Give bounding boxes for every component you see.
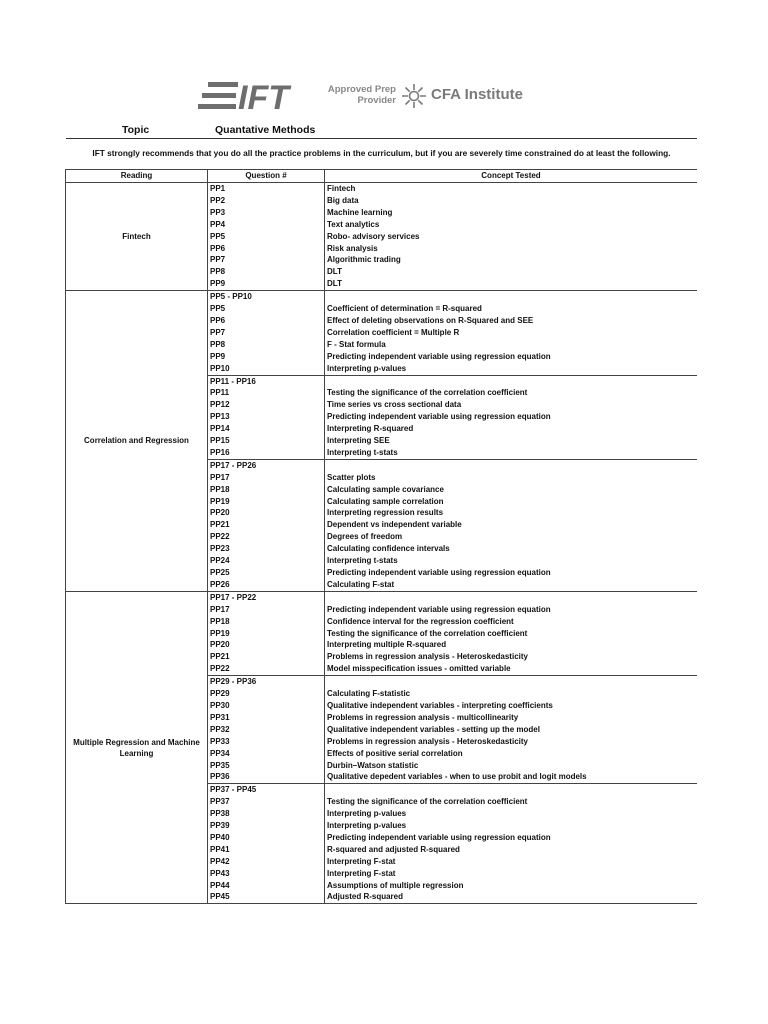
concept-tested: Effect of deleting observations on R-Squared and SEE [325, 315, 698, 327]
concept-tested: Predicting independent variable using regression equation [325, 567, 698, 579]
question-number: PP3 [208, 207, 325, 219]
concept-tested: Interpreting p-values [325, 808, 698, 820]
concept-tested: F - Stat formula [325, 339, 698, 351]
concept-tested: Machine learning [325, 207, 698, 219]
question-number: PP8 [208, 339, 325, 351]
question-number: PP1 [208, 183, 325, 195]
header-concept: Concept Tested [325, 170, 698, 183]
concept-tested: Algorithmic trading [325, 254, 698, 266]
cfa-seal-icon [400, 82, 428, 110]
question-number: PP17 [208, 472, 325, 484]
question-number: PP31 [208, 712, 325, 724]
concept-tested: Interpreting SEE [325, 435, 698, 447]
cfa-institute-text: CFA Institute [431, 86, 523, 103]
concept-tested: Time series vs cross sectional data [325, 399, 698, 411]
question-number: PP29 [208, 688, 325, 700]
concept-tested: Interpreting regression results [325, 507, 698, 519]
question-number: PP22 [208, 531, 325, 543]
concept-tested: Model misspecification issues - omitted variable [325, 663, 698, 675]
table-row [66, 183, 698, 195]
reading-name: Fintech [66, 183, 208, 291]
question-number: PP39 [208, 820, 325, 832]
question-number: PP45 [208, 891, 325, 903]
concept-tested: Calculating sample covariance [325, 484, 698, 496]
approved-line-2: Provider [357, 95, 396, 106]
concept-tested: Confidence interval for the regression coefficient [325, 616, 698, 628]
concept-tested: Interpreting F-stat [325, 868, 698, 880]
question-number: PP17 - PP22 [208, 591, 325, 603]
concept-tested: Qualitative independent variables - setting up the model [325, 724, 698, 736]
concept-tested: Robo- advisory services [325, 231, 698, 243]
question-number: PP21 [208, 651, 325, 663]
question-number: PP5 [208, 231, 325, 243]
question-number: PP17 - PP26 [208, 459, 325, 471]
question-number: PP6 [208, 243, 325, 255]
question-number: PP18 [208, 484, 325, 496]
ift-cfa-logo [198, 80, 528, 114]
concept-tested: DLT [325, 266, 698, 278]
question-number: PP37 - PP45 [208, 784, 325, 796]
question-number: PP42 [208, 856, 325, 868]
topic-row [66, 124, 697, 139]
concept-tested: Coefficient of determination = R-squared [325, 303, 698, 315]
question-number: PP30 [208, 700, 325, 712]
question-number: PP8 [208, 266, 325, 278]
concept-tested: Predicting independent variable using regression equation [325, 351, 698, 363]
concept-tested [325, 375, 698, 387]
question-number: PP23 [208, 543, 325, 555]
question-number: PP18 [208, 616, 325, 628]
concept-tested [325, 291, 698, 303]
concept-tested: Text analytics [325, 219, 698, 231]
approved-line-1: Approved Prep [327, 84, 396, 95]
concept-tested: Calculating F-stat [325, 579, 698, 591]
concept-tested: Correlation coefficient = Multiple R [325, 327, 698, 339]
question-number: PP7 [208, 327, 325, 339]
question-number: PP12 [208, 399, 325, 411]
question-number: PP5 [208, 303, 325, 315]
concept-tested: Effects of positive serial correlation [325, 748, 698, 760]
question-number: PP35 [208, 760, 325, 772]
reading-name: Correlation and Regression [66, 291, 208, 592]
concept-tested: Interpreting p-values [325, 363, 698, 375]
question-number: PP22 [208, 663, 325, 675]
question-number: PP2 [208, 195, 325, 207]
question-number: PP26 [208, 579, 325, 591]
concept-tested: Degrees of freedom [325, 531, 698, 543]
concept-tested [325, 784, 698, 796]
concept-tested: Qualitative depedent variables - when to use probit and logit models [325, 771, 698, 783]
question-number: PP44 [208, 880, 325, 892]
question-number: PP15 [208, 435, 325, 447]
table-row [66, 591, 698, 603]
concept-tested: R-squared and adjusted R-squared [325, 844, 698, 856]
recommendation-note: IFT strongly recommends that you do all the practice problems in the curriculum, but if you are severely time constrained do at least the following. [92, 148, 671, 158]
concept-tested: Durbin–Watson statistic [325, 760, 698, 772]
question-number: PP6 [208, 315, 325, 327]
question-number: PP32 [208, 724, 325, 736]
header-question: Question # [208, 170, 325, 183]
concept-tested: Calculating confidence intervals [325, 543, 698, 555]
concept-tested: Interpreting R-squared [325, 423, 698, 435]
question-number: PP9 [208, 278, 325, 290]
concept-tested: DLT [325, 278, 698, 290]
question-number: PP13 [208, 411, 325, 423]
concept-tested: Testing the significance of the correlation coefficient [325, 628, 698, 640]
question-number: PP14 [208, 423, 325, 435]
concept-tested: Dependent vs independent variable [325, 519, 698, 531]
concept-tested: Scatter plots [325, 472, 698, 484]
table-body [66, 183, 698, 904]
question-number: PP19 [208, 496, 325, 508]
question-number: PP38 [208, 808, 325, 820]
concept-tested: Predicting independent variable using regression equation [325, 832, 698, 844]
ift-logo-icon [198, 80, 318, 112]
question-number: PP24 [208, 555, 325, 567]
question-number: PP11 - PP16 [208, 375, 325, 387]
concept-tested: Problems in regression analysis - multicollinearity [325, 712, 698, 724]
question-number: PP11 [208, 387, 325, 399]
concept-tested: Calculating F-statistic [325, 688, 698, 700]
question-number: PP37 [208, 796, 325, 808]
reading-name: Multiple Regression and Machine Learning [66, 591, 208, 904]
question-number: PP21 [208, 519, 325, 531]
concept-tested: Interpreting F-stat [325, 856, 698, 868]
practice-problems-table-wrap [65, 169, 697, 945]
question-number: PP17 [208, 604, 325, 616]
question-number: PP34 [208, 748, 325, 760]
table-header-row [66, 170, 698, 183]
concept-tested: Calculating sample correlation [325, 496, 698, 508]
question-number: PP4 [208, 219, 325, 231]
concept-tested: Interpreting t-stats [325, 555, 698, 567]
question-number: PP19 [208, 628, 325, 640]
question-number: PP41 [208, 844, 325, 856]
approved-provider-text [326, 84, 396, 106]
concept-tested: Fintech [325, 183, 698, 195]
concept-tested: Interpreting multiple R-squared [325, 639, 698, 651]
topic-label: Topic [122, 124, 150, 136]
question-number: PP40 [208, 832, 325, 844]
concept-tested: Predicting independent variable using regression equation [325, 411, 698, 423]
concept-tested: Adjusted R-squared [325, 891, 698, 903]
question-number: PP29 - PP36 [208, 676, 325, 688]
question-number: PP10 [208, 363, 325, 375]
concept-tested: Big data [325, 195, 698, 207]
header-reading: Reading [66, 170, 208, 183]
question-number: PP20 [208, 639, 325, 651]
concept-tested [325, 676, 698, 688]
concept-tested [325, 459, 698, 471]
concept-tested: Qualitative independent variables - interpreting coefficients [325, 700, 698, 712]
question-number: PP20 [208, 507, 325, 519]
practice-problems-table [65, 169, 697, 904]
ift-logo-text: IFT [238, 80, 289, 112]
concept-tested: Testing the significance of the correlation coefficient [325, 387, 698, 399]
question-number: PP25 [208, 567, 325, 579]
concept-tested [325, 591, 698, 603]
question-number: PP16 [208, 447, 325, 459]
topic-value: Quantative Methods [215, 124, 316, 136]
table-row [66, 291, 698, 303]
question-number: PP33 [208, 736, 325, 748]
question-number: PP5 - PP10 [208, 291, 325, 303]
question-number: PP43 [208, 868, 325, 880]
concept-tested: Problems in regression analysis - Heteroskedasticity [325, 736, 698, 748]
concept-tested: Risk analysis [325, 243, 698, 255]
concept-tested: Interpreting p-values [325, 820, 698, 832]
question-number: PP9 [208, 351, 325, 363]
question-number: PP7 [208, 254, 325, 266]
concept-tested: Interpreting t-stats [325, 447, 698, 459]
concept-tested: Assumptions of multiple regression [325, 880, 698, 892]
concept-tested: Testing the significance of the correlation coefficient [325, 796, 698, 808]
concept-tested: Predicting independent variable using regression equation [325, 604, 698, 616]
concept-tested: Problems in regression analysis - Heteroskedasticity [325, 651, 698, 663]
question-number: PP36 [208, 771, 325, 783]
